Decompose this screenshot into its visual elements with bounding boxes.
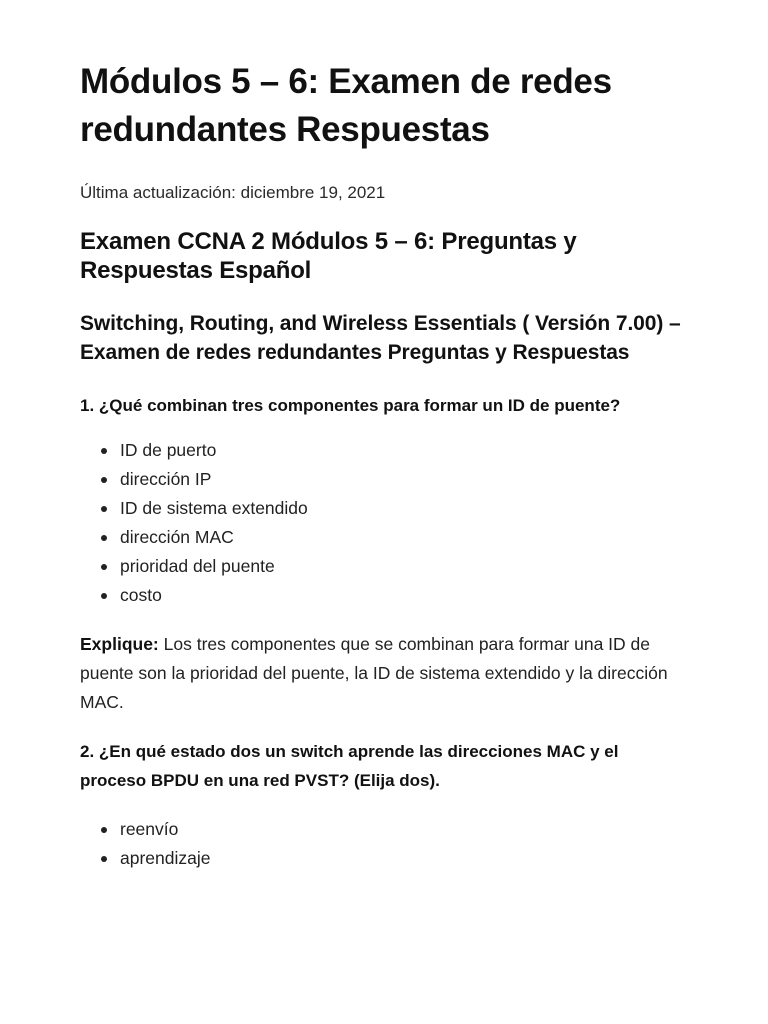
option-text: dirección IP bbox=[120, 469, 212, 489]
bullet-icon bbox=[101, 506, 107, 512]
section-heading: Switching, Routing, and Wireless Essentials ( Versión 7.00) – Examen de redes redundantes Preguntas y Respuestas bbox=[80, 312, 681, 364]
explain-label: Explique: bbox=[80, 634, 159, 654]
list-item bbox=[80, 494, 688, 523]
exam-subtitle: Examen CCNA 2 Módulos 5 – 6: Preguntas y Respuestas Español bbox=[80, 228, 577, 284]
option-text: reenvío bbox=[120, 819, 179, 839]
bullet-icon bbox=[101, 593, 107, 599]
last-updated: Última actualización: diciembre 19, 2021 bbox=[80, 183, 386, 202]
bullet-icon bbox=[101, 827, 107, 833]
bullet-icon bbox=[101, 448, 107, 454]
option-text: ID de sistema extendido bbox=[120, 498, 308, 518]
list-item bbox=[80, 523, 688, 552]
page-title: Módulos 5 – 6: Examen de redes redundantes Respuestas bbox=[80, 62, 612, 149]
list-item bbox=[80, 815, 688, 844]
list-item bbox=[80, 465, 688, 494]
list-item bbox=[80, 844, 688, 873]
question-2: 2. ¿En qué estado dos un switch aprende las direcciones MAC y el proceso BPDU en una red PVST? (Elija dos). bbox=[80, 742, 619, 790]
bullet-icon bbox=[101, 477, 107, 483]
option-text: prioridad del puente bbox=[120, 556, 275, 576]
option-text: aprendizaje bbox=[120, 848, 211, 868]
bullet-icon bbox=[101, 564, 107, 570]
list-item bbox=[80, 436, 688, 465]
bullet-icon bbox=[101, 535, 107, 541]
question-2-options bbox=[80, 815, 688, 873]
option-text: ID de puerto bbox=[120, 440, 217, 460]
list-item bbox=[80, 552, 688, 581]
option-text: dirección MAC bbox=[120, 527, 234, 547]
option-text: costo bbox=[120, 585, 162, 605]
list-item bbox=[80, 581, 688, 610]
question-1: 1. ¿Qué combinan tres componentes para formar un ID de puente? bbox=[80, 396, 621, 415]
question-1-options bbox=[80, 436, 688, 610]
explain-text: Los tres componentes que se combinan para formar una ID de puente son la prioridad del puente, la ID de sistema extendido y la dirección MAC. bbox=[80, 634, 668, 712]
question-1-explanation bbox=[80, 630, 688, 717]
bullet-icon bbox=[101, 856, 107, 862]
